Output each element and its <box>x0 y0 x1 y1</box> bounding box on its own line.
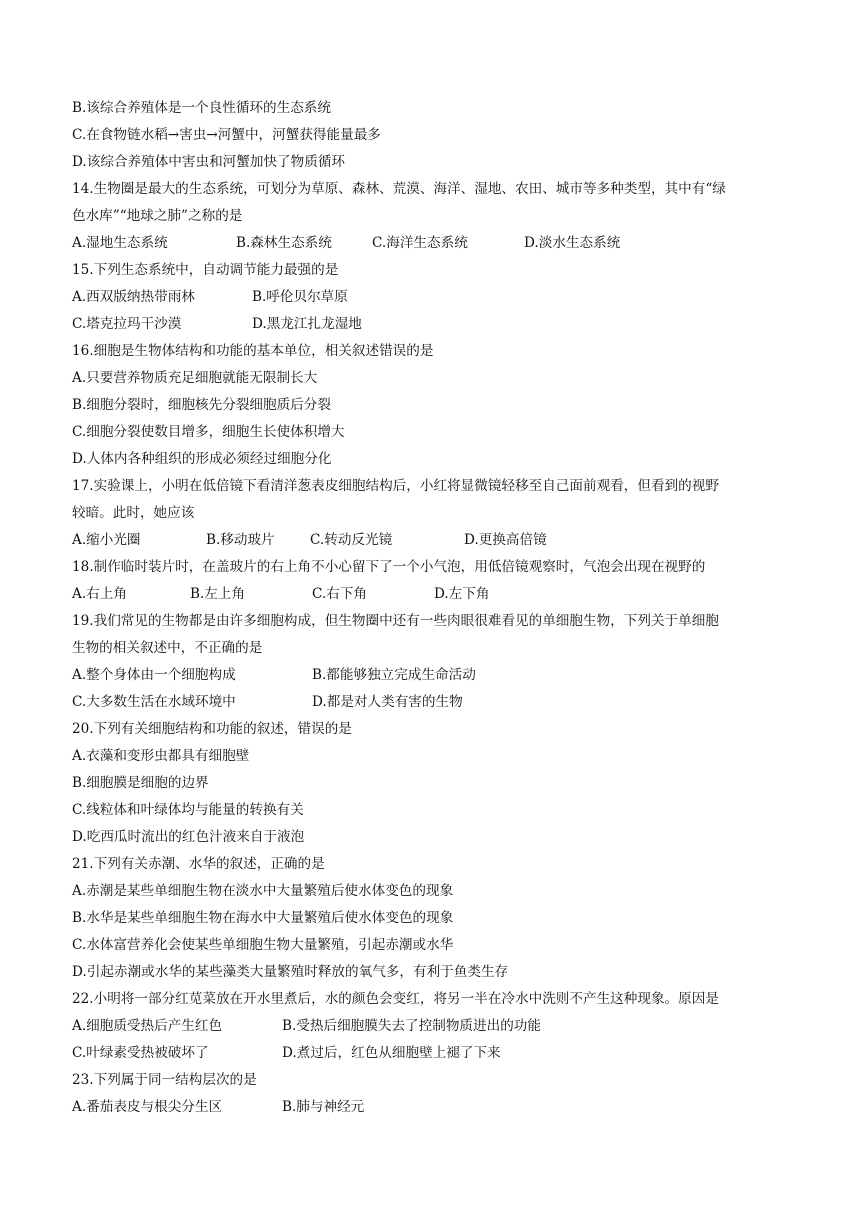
q22-option-a: A.细胞质受热后产生红色 <box>72 1018 223 1034</box>
q15-option-b: B.呼伦贝尔草原 <box>252 289 348 305</box>
q21-stem: 21.下列有关赤潮、水华的叙述，正确的是 <box>72 856 325 872</box>
q15-option-d: D.黑龙江扎龙湿地 <box>252 316 362 332</box>
q21-option-b: B.水华是某些单细胞生物在海水中大量繁殖后使水体变色的现象 <box>72 910 454 926</box>
q21-option-a: A.赤潮是某些单细胞生物在淡水中大量繁殖后使水体变色的现象 <box>72 883 454 899</box>
q14-option-c: C.海洋生态系统 <box>372 235 468 251</box>
q15-option-c: C.塔克拉玛干沙漠 <box>72 316 182 332</box>
q17-option-d: D.更换高倍镜 <box>464 532 547 548</box>
q20-stem: 20.下列有关细胞结构和功能的叙述，错误的是 <box>72 721 352 737</box>
q19-option-a: A.整个身体由一个细胞构成 <box>72 667 236 683</box>
q16-option-a: A.只要营养物质充足细胞就能无限制长大 <box>72 370 318 386</box>
q22-option-c: C.叶绿素受热被破坏了 <box>72 1045 209 1061</box>
q20-option-a: A.衣藻和变形虫都具有细胞壁 <box>72 748 250 764</box>
q14-option-a: A.湿地生态系统 <box>72 235 168 251</box>
q19-option-d: D.都是对人类有害的生物 <box>312 694 463 710</box>
q19-stem-line1: 19.我们常见的生物都是由许多细胞构成，但生物圈中还有一些肉眼很难看见的单细胞生物，下列关于单细胞 <box>72 613 719 629</box>
q16-stem: 16.细胞是生物体结构和功能的基本单位，相关叙述错误的是 <box>72 343 434 359</box>
q18-stem: 18.制作临时装片时，在盖玻片的右上角不小心留下了一个小气泡，用低倍镜观察时，气泡会出现在视野的 <box>72 559 706 575</box>
q16-option-d: D.人体内各种组织的形成必须经过细胞分化 <box>72 451 332 467</box>
q23-option-a: A.番茄表皮与根尖分生区 <box>72 1099 223 1115</box>
q18-option-b: B.左上角 <box>190 586 246 602</box>
q20-option-c: C.线粒体和叶绿体均与能量的转换有关 <box>72 802 304 818</box>
q17-option-b: B.移动玻片 <box>206 532 275 548</box>
q22-option-b: B.受热后细胞膜失去了控制物质进出的功能 <box>282 1018 541 1034</box>
q21-option-d: D.引起赤潮或水华的某些藻类大量繁殖时释放的氧气多，有利于鱼类生存 <box>72 964 509 980</box>
q16-option-b: B.细胞分裂时，细胞核先分裂细胞质后分裂 <box>72 397 331 413</box>
q22-option-d: D.煮过后，红色从细胞壁上褪了下来 <box>282 1045 501 1061</box>
q18-option-a: A.右上角 <box>72 586 127 602</box>
q17-stem-line1: 17.实验课上，小明在低倍镜下看清洋葱表皮细胞结构后，小红将显微镜轻移至自己面前观看，但看到的视野 <box>72 478 719 494</box>
q17-stem-line2: 较暗。此时，她应该 <box>72 505 195 521</box>
q20-option-b: B.细胞膜是细胞的边界 <box>72 775 209 791</box>
q14-stem-line2: 色水库”“地球之肺”之称的是 <box>72 208 243 224</box>
q15-option-a: A.西双版纳热带雨林 <box>72 289 195 305</box>
q19-option-b: B.都能够独立完成生命活动 <box>312 667 476 683</box>
q15-stem: 15.下列生态系统中，自动调节能力最强的是 <box>72 262 339 278</box>
q19-option-c: C.大多数生活在水域环境中 <box>72 694 236 710</box>
q14-option-b: B.森林生态系统 <box>236 235 332 251</box>
q18-option-d: D.左下角 <box>434 586 490 602</box>
q17-option-a: A.缩小光圈 <box>72 532 141 548</box>
q13-option-c: C.在食物链水稻→害虫→河蟹中，河蟹获得能量最多 <box>72 127 381 143</box>
q21-option-c: C.水体富营养化会使某些单细胞生物大量繁殖，引起赤潮或水华 <box>72 937 454 953</box>
q13-option-b: B.该综合养殖体是一个良性循环的生态系统 <box>72 100 331 116</box>
q23-stem: 23.下列属于同一结构层次的是 <box>72 1072 257 1088</box>
q22-stem: 22.小明将一部分红苋菜放在开水里煮后，水的颜色会变红，将另一半在冷水中洗则不产生这种现象。原因是 <box>72 991 719 1007</box>
q14-stem-line1: 14.生物圈是最大的生态系统，可划分为草原、森林、荒漠、海洋、湿地、农田、城市等多种类型，其中有“绿 <box>72 181 726 197</box>
q23-option-b: B.肺与神经元 <box>282 1099 365 1115</box>
q13-option-d: D.该综合养殖体中害虫和河蟹加快了物质循环 <box>72 154 346 170</box>
q16-option-c: C.细胞分裂使数目增多，细胞生长使体积增大 <box>72 424 345 440</box>
q14-option-d: D.淡水生态系统 <box>524 235 621 251</box>
q20-option-d: D.吃西瓜时流出的红色汁液来自于液泡 <box>72 829 305 845</box>
q17-option-c: C.转动反光镜 <box>310 532 393 548</box>
q18-option-c: C.右下角 <box>312 586 368 602</box>
q19-stem-line2: 生物的相关叙述中，不正确的是 <box>72 640 263 656</box>
